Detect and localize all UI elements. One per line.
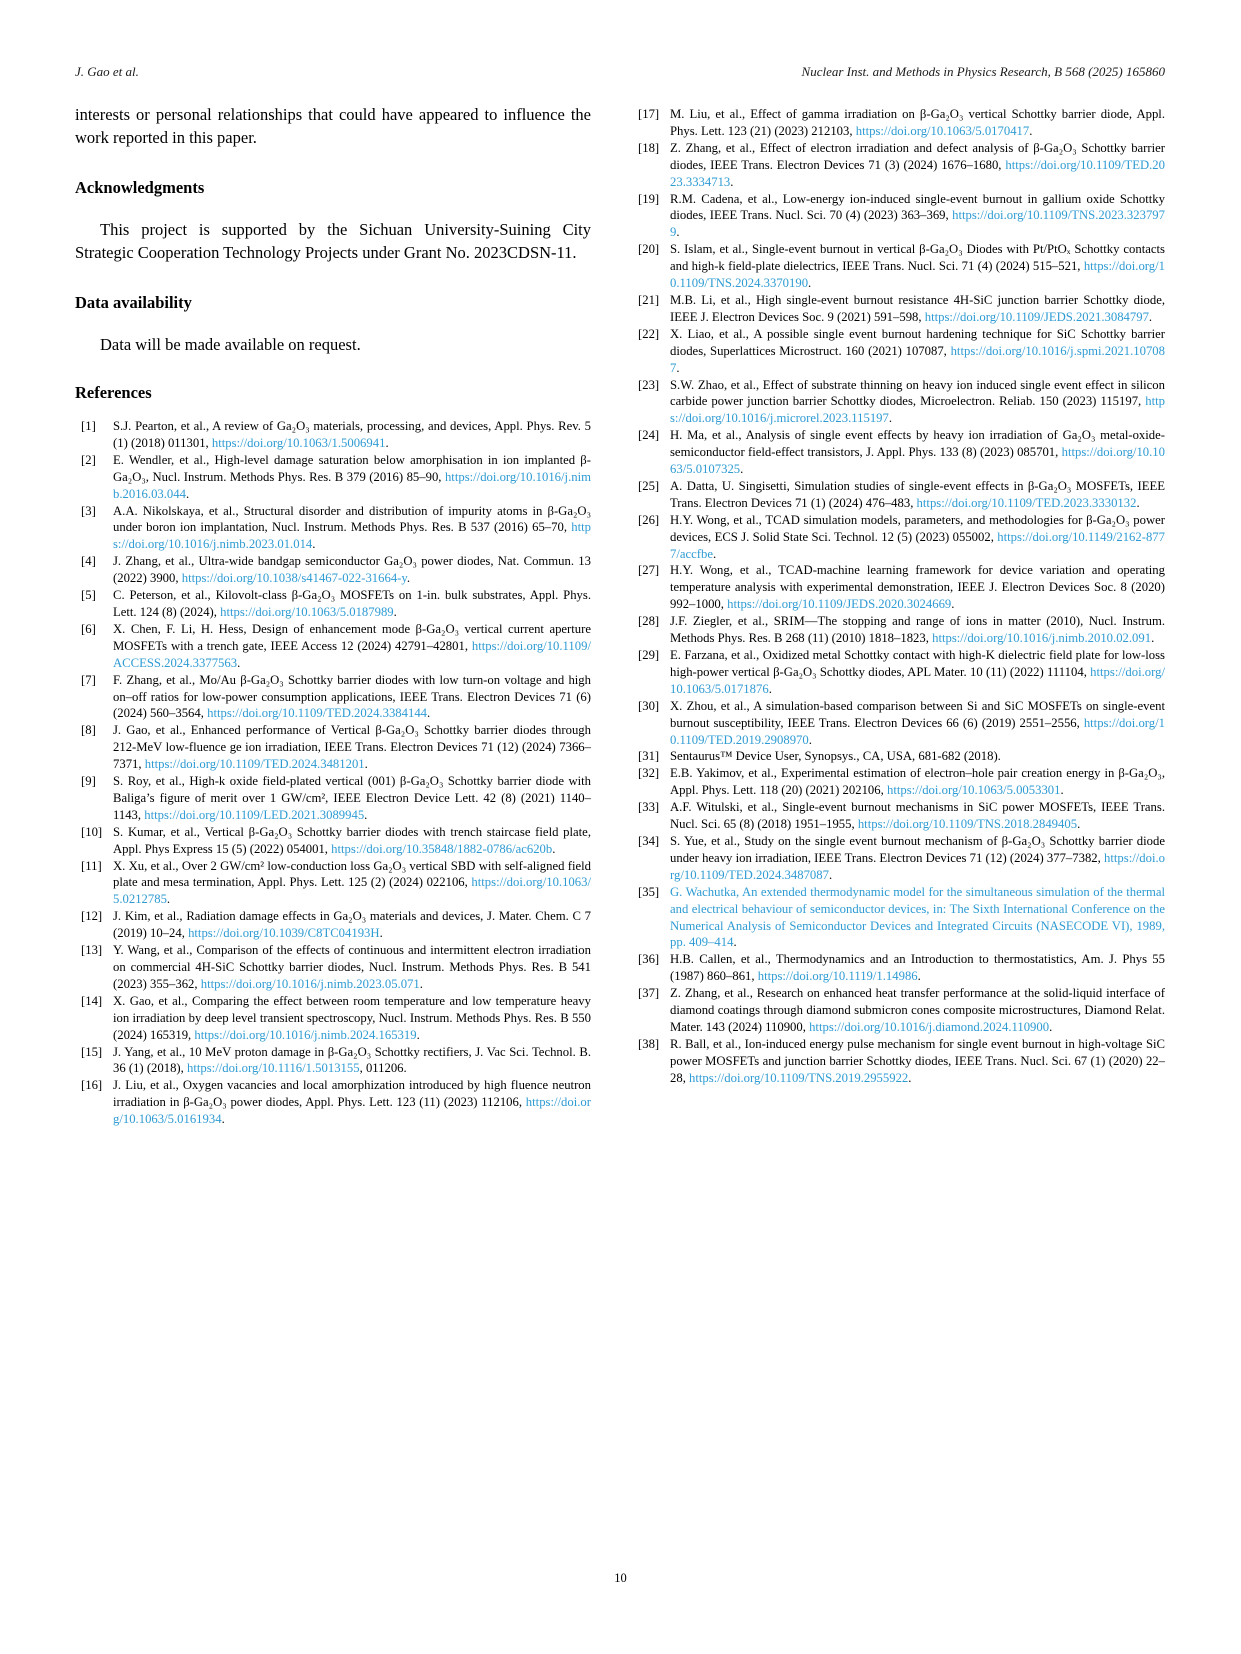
- doi-link[interactable]: https://doi.org/10.1063/5.0107325: [670, 445, 1165, 477]
- reference-text: J.F. Ziegler, et al., SRIM—The stopping and range of ions in matter (2010), Nucl. Instrum. Methods Phys. Res. B 268 (11) (2010) 1818–1823,: [670, 614, 1165, 646]
- reference-text: .: [1136, 495, 1140, 510]
- reference-number: [37]: [638, 986, 660, 1001]
- intro-paragraph: interests or personal relationships that could have appeared to influence the work reported in this paper.: [75, 105, 591, 147]
- reference-text: X. Xu, et al., Over 2 GW/cm² low-conduction loss Ga₂O₃ vertical SBD with self-aligned field plate and mesa termination, Appl. Phys. Lett. 125 (2) (2024) 022106,: [113, 858, 591, 890]
- reference-number: [24]: [638, 428, 660, 443]
- doi-link[interactable]: https://doi.org/10.1016/j.nimb.2024.165319: [194, 1027, 417, 1042]
- reference-text: E. Wendler, et al., High-level damage saturation below amorphisation in ion implanted β-Ga₂O₃, Nucl. Instrum. Methods Phys. Res. B 379 (2016) 85–90,: [113, 452, 591, 484]
- doi-link[interactable]: https://doi.org/10.1063/5.0161934: [113, 1095, 591, 1127]
- reference-text: F. Zhang, et al., Mo/Au β-Ga₂O₃ Schottky barrier diodes with low turn-on voltage and high on–off ratios for low-power consumption applications, IEEE Trans. Electron Devices 71 (6) (2024) 560–3564,: [113, 672, 591, 721]
- reference-text: S.J. Pearton, et al., A review of Ga₂O₃ materials, processing, and devices, Appl. Phys. Rev. 5 (1) (2018) 011301,: [113, 419, 591, 450]
- reference-text: .: [166, 892, 171, 907]
- reference-item: [638, 833, 1165, 884]
- reference-item: [81, 942, 591, 993]
- reference-number: [29]: [638, 648, 660, 662]
- reference-item: [638, 884, 1165, 952]
- reference-text: .: [733, 935, 737, 950]
- doi-link[interactable]: https://doi.org/10.1063/5.0170417: [855, 123, 1030, 138]
- reference-text: .: [712, 546, 717, 561]
- reference-number: [23]: [638, 377, 660, 392]
- reference-text: , 011206.: [359, 1061, 407, 1076]
- reference-item: [638, 765, 1165, 799]
- doi-link[interactable]: https://doi.org/10.1063/5.0212785: [113, 875, 591, 907]
- reference-item: [638, 799, 1165, 833]
- reference-number: [32]: [638, 766, 660, 781]
- doi-link[interactable]: https://doi.org/10.1016/j.spmi.2021.107087: [670, 343, 1165, 375]
- reference-item: [81, 418, 591, 452]
- reference-item: [81, 1077, 591, 1128]
- doi-link[interactable]: https://doi.org/10.1063/1.5006941: [211, 435, 386, 450]
- reference-text: .: [888, 411, 893, 426]
- doi-link[interactable]: https://doi.org/10.1109/ACCESS.2024.3377563: [113, 638, 591, 670]
- doi-link[interactable]: https://doi.org/10.1109/JEDS.2020.3024669: [727, 597, 952, 612]
- reference-item: [81, 1044, 591, 1078]
- doi-link[interactable]: https://doi.org/10.1039/C8TC04193H: [188, 926, 380, 941]
- reference-text: .: [419, 976, 423, 991]
- reference-number: [35]: [638, 884, 660, 899]
- reference-text: A. Datta, U. Singisetti, Simulation studies of single-event effects in β-Ga₂O₃ MOSFETs, IEEE Trans. Electron Devices 71 (1) (2024) 476–483,: [670, 478, 1165, 510]
- reference-number: [13]: [81, 943, 103, 958]
- reference-text: .: [1077, 817, 1081, 832]
- doi-link[interactable]: https://doi.org/10.1109/TED.2024.3487087: [670, 850, 1165, 882]
- reference-item: [638, 241, 1165, 292]
- doi-link[interactable]: https://doi.org/10.35848/1882-0786/ac620b: [331, 841, 553, 856]
- reference-number: [20]: [638, 242, 660, 257]
- reference-text: .: [364, 757, 368, 772]
- reference-item: [81, 824, 591, 858]
- acknowledgments-heading: Acknowledgments: [75, 178, 205, 197]
- doi-link[interactable]: https://doi.org/10.1109/TED.2019.2908970: [670, 715, 1165, 747]
- reference-number: [2]: [81, 452, 96, 467]
- reference-text: J. Kim, et al., Radiation damage effects in Ga₂O₃ materials and devices, J. Mater. Chem. C 7 (2019) 10–24,: [113, 909, 591, 941]
- doi-link[interactable]: https://doi.org/10.1149/2162-8777/accfbe: [670, 529, 1165, 561]
- reference-item: [638, 562, 1165, 613]
- doi-link[interactable]: https://doi.org/10.1016/j.diamond.2024.110900: [809, 1019, 1050, 1034]
- reference-text: .: [730, 174, 734, 189]
- reference-text: H.B. Callen, et al., Thermodynamics and an Introduction to thermostatistics, Am. J. Phys 55 (1987) 860–861,: [670, 952, 1165, 984]
- doi-link[interactable]: https://doi.org/10.1038/s41467-022-31664-y: [181, 571, 407, 586]
- reference-text: S. Islam, et al., Single-event burnout in vertical β-Ga₂O₃ Diodes with Pt/PtOₓ Schottky contacts and high-k field-plate dielectrics, IEEE Trans. Nucl. Sci. 71 (4) (2024) 515–521,: [670, 242, 1165, 274]
- reference-text: .: [364, 807, 368, 822]
- reference-text: Z. Zhang, et al., Research on enhanced heat transfer performance at the solid-liquid interface of diamond coatings through diamond submicron cones composite microstructures, Diamond Relat. Mater. 143 (2024) 110900,: [670, 986, 1165, 1034]
- reference-number: [36]: [638, 952, 660, 967]
- doi-link[interactable]: https://doi.org/10.1109/TED.2024.3481201: [144, 757, 365, 772]
- reference-text: .: [406, 571, 411, 586]
- reference-text: S. Roy, et al., High-k oxide field-plated vertical (001) β-Ga₂O₃ Schottky barrier diode with Baliga’s figure of merit over 1 GW/cm², IEEE Electron Device Lett. 42 (8) (2021) 1140–1143,: [113, 774, 591, 822]
- reference-text: .: [1148, 309, 1153, 324]
- reference-text: Z. Zhang, et al., Effect of electron irradiation and defect analysis of β-Ga₂O₃ Schottky barrier diodes, IEEE Trans. Electron Devices 71 (3) (2024) 1676–1680,: [670, 140, 1165, 172]
- doi-link[interactable]: https://doi.org/10.1063/5.0053301: [886, 783, 1061, 798]
- reference-text: .: [808, 276, 812, 291]
- reference-item: [638, 1036, 1165, 1087]
- page-number: 10: [614, 1571, 627, 1585]
- doi-link[interactable]: https://doi.org/10.1016/j.nimb.2023.05.071: [200, 976, 420, 991]
- reference-number: [12]: [81, 909, 103, 924]
- reference-text: .: [908, 1070, 912, 1085]
- reference-text: .: [237, 655, 241, 670]
- reference-item: [81, 503, 591, 554]
- reference-number: [3]: [81, 503, 96, 518]
- reference-number: [18]: [638, 140, 660, 155]
- reference-item: [638, 647, 1165, 698]
- doi-link[interactable]: https://doi.org/10.1109/TED.2023.3330132: [916, 495, 1137, 510]
- doi-link[interactable]: https://doi.org/10.1109/TNS.2023.3237979: [670, 208, 1165, 240]
- reference-text: H.Y. Wong, et al., TCAD-machine learning framework for device variation and operating temperature analysis with experimental demonstration, IEEE J. Electron Devices Soc. 8 (2020) 992–1000,: [670, 563, 1165, 612]
- reference-item: [81, 621, 591, 672]
- reference-text: M. Liu, et al., Effect of gamma irradiation on β-Ga₂O₃ vertical Schottky barrier diode, Appl. Phys. Lett. 123 (21) (2023) 212103,: [670, 107, 1165, 138]
- doi-link[interactable]: https://doi.org/10.1109/TNS.2024.3370190: [670, 259, 1165, 291]
- reference-number: [10]: [81, 824, 103, 839]
- doi-link[interactable]: https://doi.org/10.1016/j.nimb.2016.03.044: [113, 469, 591, 501]
- reference-text: .: [828, 867, 833, 882]
- reference-text: X. Gao, et al., Comparing the effect between room temperature and low temperature heavy ion irradiation by deep level transient spectroscopy, Nucl. Instrum. Methods Phys. Res. B 550 (2024) 165319,: [113, 993, 591, 1042]
- reference-number: [15]: [81, 1044, 103, 1059]
- doi-link[interactable]: https://doi.org/10.1063/5.0187989: [220, 604, 394, 619]
- doi-link[interactable]: https://doi.org/10.1119/1.14986: [757, 969, 918, 984]
- reference-text: .: [185, 486, 190, 501]
- doi-link[interactable]: https://doi.org/10.1063/5.0171876: [670, 664, 1165, 696]
- doi-link[interactable]: https://doi.org/10.1016/j.nimb.2010.02.091: [932, 631, 1152, 646]
- data-availability-heading: Data availability: [75, 293, 192, 312]
- reference-number: [7]: [81, 672, 96, 687]
- reference-number: [19]: [638, 191, 660, 206]
- reference-text: J. Zhang, et al., Ultra-wide bandgap semiconductor Ga₂O₃ power diodes, Nat. Commun. 13 (2022) 3900,: [113, 554, 591, 586]
- reference-list-right: [638, 106, 1165, 1087]
- reference-item: [638, 748, 1165, 765]
- reference-item: [638, 140, 1165, 191]
- reference-text: X. Liao, et al., A possible single event burnout hardening technique for SiC Schottky barrier diodes, Superlattices Microstruct. 160 (2021) 107087,: [670, 326, 1165, 358]
- reference-item: [81, 773, 591, 824]
- reference-text: .: [393, 604, 397, 619]
- reference-item: [81, 553, 591, 587]
- reference-number: [6]: [81, 621, 96, 636]
- reference-text: M.B. Li, et al., High single-event burnout resistance 4H-SiC junction barrier Schottky diode, IEEE J. Electron Devices Soc. 9 (2021) 591–598,: [670, 292, 1165, 324]
- reference-item: [638, 613, 1165, 647]
- doi-link[interactable]: https://doi.org/10.1116/1.5013155: [187, 1061, 360, 1076]
- reference-item: [638, 478, 1165, 512]
- reference-text: X. Chen, F. Li, H. Hess, Design of enhancement mode β-Ga₂O₃ vertical current aperture MOSFETs with a trench gate, IEEE Access 12 (2024) 42791–42801,: [113, 621, 591, 653]
- reference-text: .: [552, 841, 556, 856]
- reference-text: .: [385, 435, 389, 450]
- reference-number: [1]: [81, 419, 96, 433]
- doi-link[interactable]: https://doi.org/10.1109/TED.2024.3384144: [207, 706, 428, 721]
- reference-item: [81, 858, 591, 909]
- reference-text: .: [1151, 631, 1155, 646]
- reference-text: J. Liu, et al., Oxygen vacancies and local amorphization introduced by high fluence neutron irradiation in β-Ga₂O₃ power diodes, Appl. Phys. Lett. 123 (11) (2023) 112106,: [113, 1078, 591, 1110]
- reference-item: [638, 326, 1165, 377]
- reference-list-left: [81, 418, 591, 1128]
- reference-number: [14]: [81, 993, 103, 1008]
- reference-number: [25]: [638, 478, 660, 493]
- reference-item: [638, 106, 1165, 140]
- reference-item: [81, 672, 591, 723]
- reference-number: [27]: [638, 563, 660, 578]
- reference-text: .: [808, 732, 812, 747]
- reference-text: H.Y. Wong, et al., TCAD simulation models, parameters, and methodologies for β-Ga₂O₃ power devices, ECS J. Solid State Sci. Technol. 12 (5) (2023) 055002,: [670, 512, 1165, 544]
- reference-text: S.W. Zhao, et al., Effect of substrate thinning on heavy ion induced single event effect in silicon carbide power junction barrier Schottky diodes, Microelectron. Reliab. 150 (2023) 115197,: [670, 377, 1165, 409]
- reference-text: .: [676, 360, 680, 375]
- reference-item: [81, 908, 591, 942]
- doi-link[interactable]: https://doi.org/10.1109/TED.2023.3334713: [670, 157, 1165, 189]
- reference-text: R.M. Cadena, et al., Low-energy ion-induced single-event burnout in gallium oxide Schottky diodes, IEEE Trans. Nucl. Sci. 70 (4) (2023) 363–369,: [670, 191, 1165, 223]
- reference-text: .: [1049, 1019, 1053, 1034]
- reference-item: [638, 292, 1165, 326]
- doi-link[interactable]: https://doi.org/10.1109/TNS.2019.2955922: [689, 1070, 909, 1085]
- reference-number: [16]: [81, 1078, 103, 1093]
- reference-text: H. Ma, et al., Analysis of single event effects by heavy ion irradiation of Ga₂O₃ metal-oxide-semiconductor field-effect transistors, J. Appl. Phys. 133 (8) (2023) 085701,: [670, 428, 1165, 460]
- reference-number: [9]: [81, 774, 96, 789]
- page-header: [75, 64, 1165, 80]
- reference-number: [28]: [638, 614, 660, 629]
- reference-number: [30]: [638, 698, 660, 713]
- reference-text: S. Kumar, et al., Vertical β-Ga₂O₃ Schottky barrier diodes with trench staircase field plate, Appl. Phys Express 15 (5) (2022) 054001,: [113, 824, 591, 856]
- reference-text: E. Farzana, et al., Oxidized metal Schottky contact with high-K dielectric field plate for low-loss high-power vertical β-Ga₂O₃ Schottky diodes, APL Mater. 10 (11) (2022) 111104,: [670, 648, 1165, 679]
- reference-item: [81, 722, 591, 773]
- reference-item: [638, 427, 1165, 478]
- reference-text: .: [951, 597, 955, 612]
- reference-item: [638, 377, 1165, 428]
- reference-number: [34]: [638, 833, 660, 848]
- reference-text: .: [917, 969, 921, 984]
- reference-text: E.B. Yakimov, et al., Experimental estimation of electron–hole pair creation energy in β-Ga₂O₃, Appl. Phys. Lett. 118 (20) (2021) 202106,: [670, 766, 1165, 798]
- doi-link[interactable]: G. Wachutka, An extended thermodynamic model for the simultaneous simulation of the thermal and electrical behaviour of semiconductor devices, in: The Sixth International Conference on the Numerical Analysis of Semiconductor Devices and Integrated Circuits (NASECODE VI), 1989, pp. 409–414: [670, 884, 1165, 950]
- reference-text: .: [221, 1112, 225, 1127]
- reference-item: [638, 951, 1165, 985]
- reference-number: [21]: [638, 292, 660, 307]
- reference-number: [31]: [638, 749, 660, 764]
- reference-item: [81, 452, 591, 503]
- reference-text: C. Peterson, et al., Kilovolt-class β-Ga₂O₃ MOSFETs on 1-in. bulk substrates, Appl. Phys. Lett. 124 (8) (2024),: [113, 588, 591, 619]
- journal-citation: Nuclear Inst. and Methods in Physics Research, B 568 (2025) 165860: [801, 64, 1165, 79]
- reference-number: [5]: [81, 588, 96, 603]
- reference-text: .: [312, 537, 316, 552]
- reference-text: Y. Wang, et al., Comparison of the effects of continuous and intermittent electron irradiation on commercial 4H-SiC Schottky barrier diodes, Nucl. Instrum. Methods Phys. Res. B 541 (2023) 355–362,: [113, 943, 591, 991]
- data-availability-paragraph: Data will be made available on request.: [100, 335, 361, 354]
- doi-link[interactable]: https://doi.org/10.1109/JEDS.2021.3084797: [924, 309, 1149, 324]
- references-heading: References: [75, 383, 152, 402]
- reference-number: [38]: [638, 1036, 660, 1051]
- reference-number: [26]: [638, 512, 660, 527]
- reference-text: Sentaurus™ Device User, Synopsys., CA, USA, 681-682 (2018).: [670, 749, 1001, 764]
- running-author: J. Gao et al.: [75, 64, 139, 79]
- reference-text: .: [1029, 123, 1033, 138]
- reference-item: [638, 191, 1165, 242]
- reference-text: .: [416, 1027, 420, 1042]
- reference-item: [638, 698, 1165, 749]
- left-column: [75, 103, 591, 1128]
- doi-link[interactable]: https://doi.org/10.1109/TNS.2018.2849405: [857, 817, 1078, 832]
- reference-text: .: [427, 706, 431, 721]
- reference-item: [638, 985, 1165, 1036]
- reference-text: .: [740, 462, 744, 477]
- doi-link[interactable]: https://doi.org/10.1016/j.microrel.2023.115197: [670, 394, 1165, 426]
- reference-number: [8]: [81, 723, 96, 738]
- reference-text: .: [1060, 783, 1064, 798]
- right-column: [638, 103, 1165, 1128]
- doi-link[interactable]: https://doi.org/10.1109/LED.2021.3089945: [144, 807, 365, 822]
- reference-text: .: [676, 225, 680, 240]
- reference-number: [33]: [638, 800, 660, 815]
- reference-item: [81, 587, 591, 621]
- reference-item: [638, 512, 1165, 563]
- reference-number: [17]: [638, 107, 660, 121]
- reference-number: [22]: [638, 326, 660, 341]
- reference-text: .: [768, 681, 772, 696]
- reference-text: A.A. Nikolskaya, et al., Structural disorder and distribution of impurity atoms in β-Ga₂O₃ under boron ion implantation, Nucl. Instrum. Methods Phys. Res. B 537 (2016) 65–70,: [113, 503, 591, 535]
- reference-number: [11]: [81, 858, 102, 873]
- reference-text: S. Yue, et al., Study on the single event burnout mechanism of β-Ga₂O₃ Schottky barrier diode under heavy ion irradiation, IEEE Trans. Electron Devices 71 (12) (2024) 377–7382,: [670, 833, 1165, 865]
- reference-text: .: [379, 926, 383, 941]
- reference-text: J. Yang, et al., 10 MeV proton damage in β-Ga₂O₃ Schottky rectifiers, J. Vac Sci. Technol. B. 36 (1) (2018),: [113, 1044, 591, 1076]
- reference-number: [4]: [81, 554, 96, 569]
- doi-link[interactable]: https://doi.org/10.1016/j.nimb.2023.01.014: [113, 520, 591, 552]
- reference-text: A.F. Witulski, et al., Single-event burnout mechanisms in SiC power MOSFETs, IEEE Trans. Nucl. Sci. 65 (8) (2018) 1951–1955,: [670, 800, 1165, 832]
- reference-text: J. Gao, et al., Enhanced performance of Vertical β-Ga₂O₃ Schottky barrier diodes through 212-MeV low-fluence ge ion irradiation, IEEE Trans. Electron Devices 71 (12) (2024) 7366–7371,: [113, 723, 591, 772]
- reference-item: [81, 993, 591, 1044]
- acknowledgments-paragraph: This project is supported by the Sichuan University-Suining City Strategic Cooperation Technology Projects under Grant No. 2023CDSN-11.: [75, 220, 591, 262]
- reference-text: R. Ball, et al., Ion-induced energy pulse mechanism for single event burnout in high-voltage SiC power MOSFETs and junction barrier Schottky diodes, IEEE Trans. Nucl. Sci. 67 (1) (2020) 22–28,: [670, 1036, 1165, 1085]
- reference-text: X. Zhou, et al., A simulation-based comparison between Si and SiC MOSFETs on single-event burnout susceptibility, IEEE Trans. Electron Devices 66 (6) (2019) 2551–2556,: [670, 698, 1165, 730]
- two-column-content: [75, 103, 1165, 1128]
